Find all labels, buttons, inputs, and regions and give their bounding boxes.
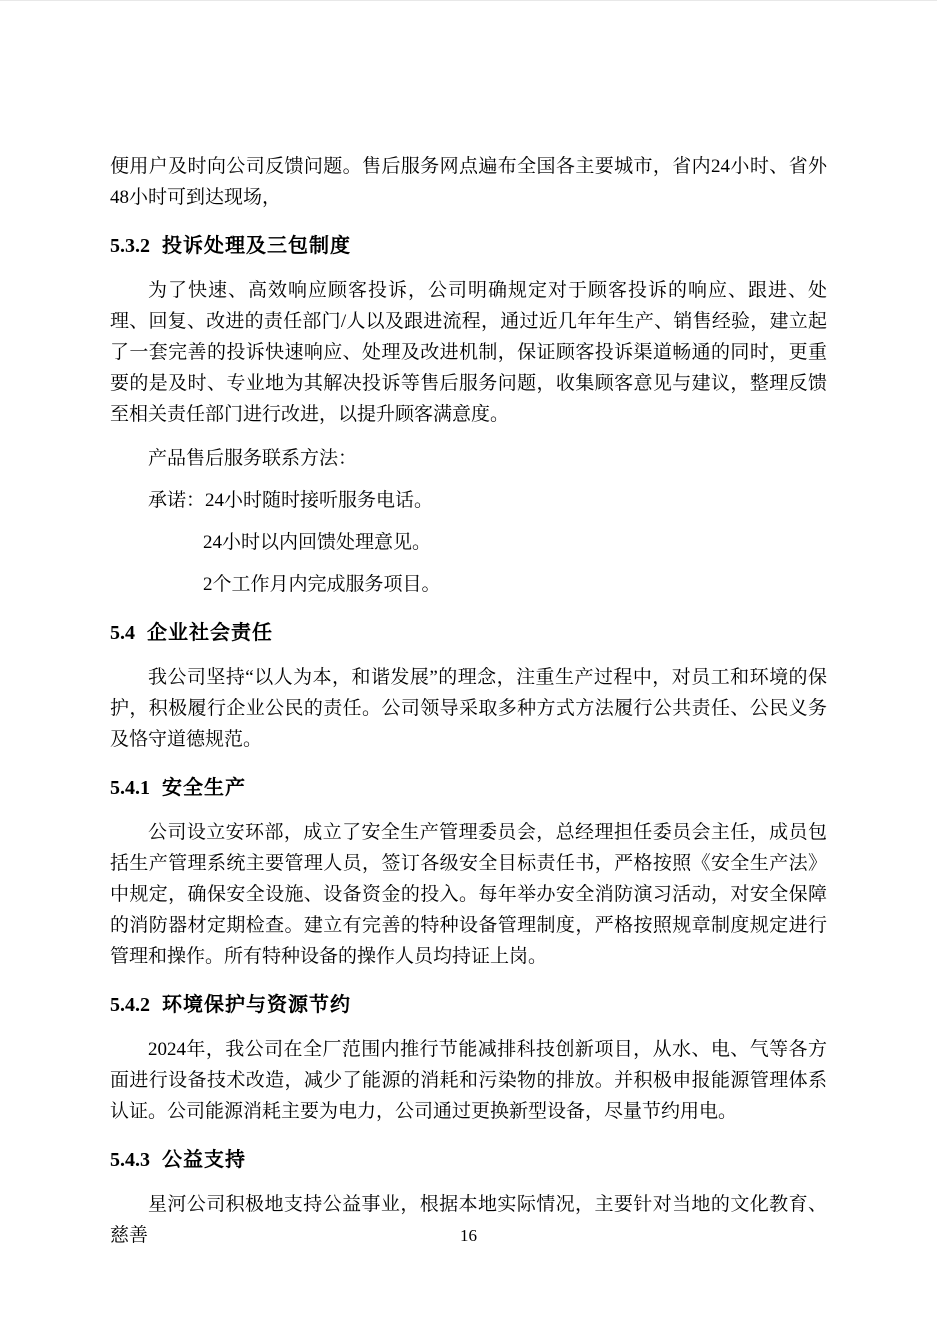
section-title: 投诉处理及三包制度 bbox=[162, 235, 351, 257]
section-number: 5.4.3 bbox=[110, 1149, 150, 1171]
section-heading-public-welfare bbox=[110, 1145, 827, 1176]
section-number: 5.4.1 bbox=[110, 777, 150, 799]
paragraph-complaint-handling: 为了快速、高效响应顾客投诉，公司明确规定对于顾客投诉的响应、跟进、处理、回复、改进的责任部门/人以及跟进流程，通过近几年年生产、销售经验，建立起了一套完善的投诉快速响应、处理及改进机制，保证顾客投诉渠道畅通的同时，更重要的是及时、专业地为其解决投诉等售后服务问题，收集顾客意见与建议，整理反馈至相关责任部门进行改进，以提升顾客满意度。 bbox=[110, 280, 827, 425]
page-number: 16 bbox=[460, 1226, 477, 1245]
commitment-line-completion: 2个工作月内完成服务项目。 bbox=[203, 574, 441, 595]
page-footer bbox=[0, 1225, 937, 1247]
paragraph-safety-production: 公司设立安环部，成立了安全生产管理委员会，总经理担任委员会主任，成员包括生产管理系统主要管理人员，签订各级安全目标责任书，严格按照《安全生产法》中规定，确保安全设施、设备资金的投入。每年举办安全消防演习活动，对安全保障的消防器材定期检查。建立有完善的特种设备管理制度，严格按照规章制度规定进行管理和操作。所有特种设备的操作人员均持证上岗。 bbox=[110, 822, 827, 967]
section-title: 公益支持 bbox=[162, 1149, 246, 1171]
section-heading-social-responsibility bbox=[110, 618, 827, 649]
paragraph-continuation: 便用户及时向公司反馈问题。售后服务网点遍布全国各主要城市，省内24小时、省外48小时可到达现场， bbox=[110, 156, 827, 208]
section-heading-environment-resources bbox=[110, 990, 827, 1021]
contact-method-line: 产品售后服务联系方法： bbox=[148, 448, 358, 469]
section-title: 安全生产 bbox=[162, 777, 246, 799]
paragraph-environment-resources: 2024年，我公司在全厂范围内推行节能减排科技创新项目，从水、电、气等各方面进行设备技术改造，减少了能源的消耗和污染物的排放。并积极申报能源管理体系认证。公司能源消耗主要为电力，公司通过更换新型设备，尽量节约用电。 bbox=[110, 1039, 827, 1122]
section-number: 5.4.2 bbox=[110, 994, 150, 1016]
section-number: 5.4 bbox=[110, 622, 135, 644]
commitment-line-feedback: 24小时以内回馈处理意见。 bbox=[203, 532, 432, 553]
page-content bbox=[110, 151, 827, 1264]
paragraph-social-responsibility: 我公司坚持“以人为本，和谐发展”的理念，注重生产过程中，对员工和环境的保护，积极履行企业公民的责任。公司领导采取多种方式方法履行公共责任、公民义务及恪守道德规范。 bbox=[110, 667, 827, 750]
section-number: 5.3.2 bbox=[110, 235, 150, 257]
paragraph-public-welfare: 星河公司积极地支持公益事业，根据本地实际情况，主要针对当地的文化教育、慈善 bbox=[110, 1194, 827, 1246]
section-heading-safety-production bbox=[110, 773, 827, 804]
commitment-line-phone: 承诺：24小时随时接听服务电话。 bbox=[148, 490, 434, 511]
section-title: 环境保护与资源节约 bbox=[162, 994, 351, 1016]
section-heading-complaint-handling bbox=[110, 231, 827, 262]
section-title: 企业社会责任 bbox=[147, 622, 273, 644]
